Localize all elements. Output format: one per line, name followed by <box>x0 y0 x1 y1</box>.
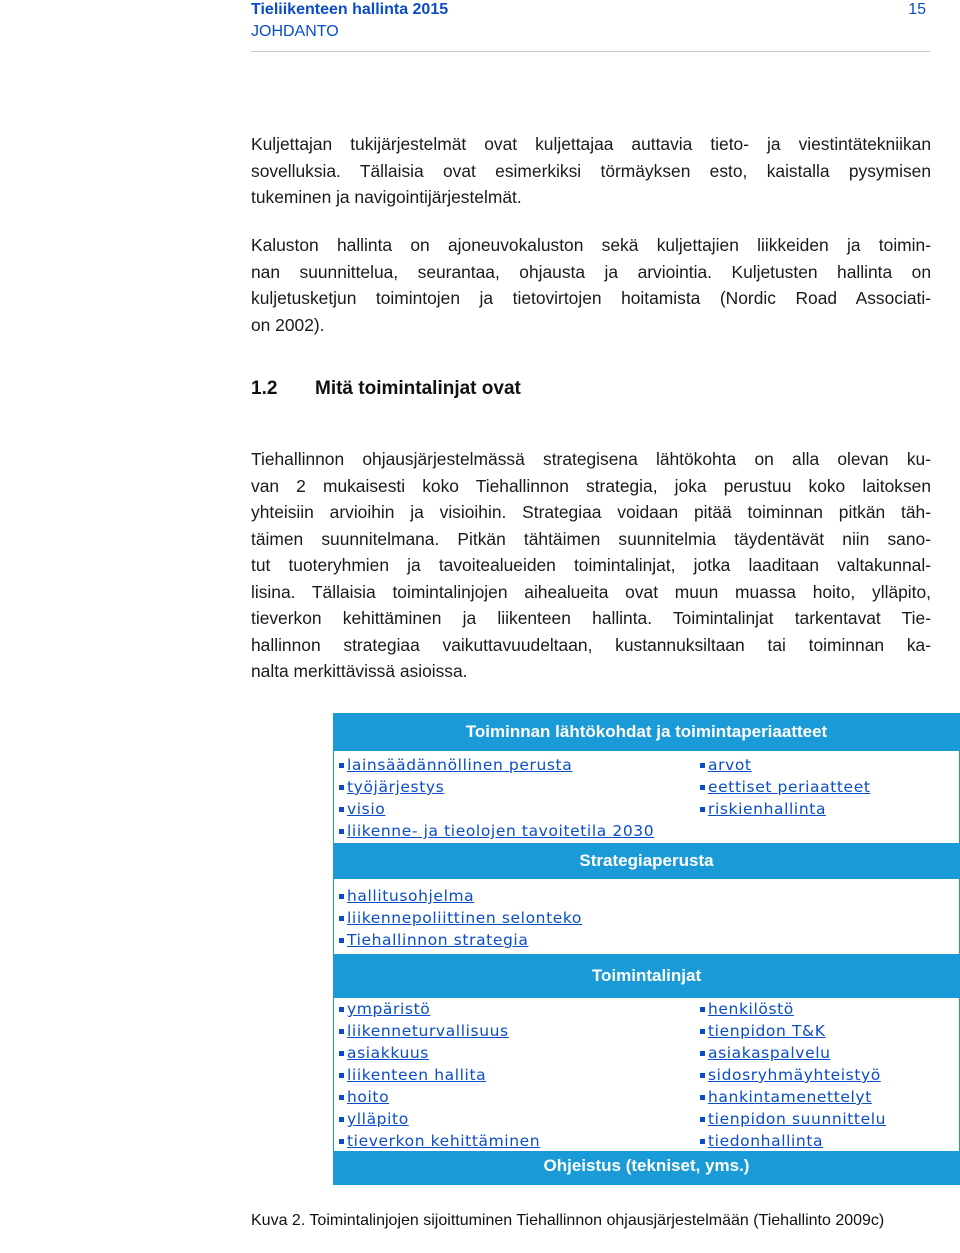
diagram-item-label: tienpidon suunnittelu <box>708 1110 887 1128</box>
text-line: yhteisiin arvioihin ja visioihin. Strategiaa voidaan pitää toiminnan pitkän täh- <box>251 502 931 522</box>
square-bullet-icon <box>339 1073 344 1078</box>
band-label: Toiminnan lähtökohdat ja toimintaperiaatteet <box>465 722 828 741</box>
diagram-list-item[interactable] <box>339 929 582 951</box>
text-line: nan suunnittelua, seurantaa, ohjausta ja arviointia. Kuljetusten hallinta on <box>251 261 931 282</box>
diagram-item-label: liikenteen hallita <box>347 1066 487 1084</box>
square-bullet-icon <box>700 1117 705 1122</box>
diagram-list-item[interactable] <box>700 1108 886 1130</box>
square-bullet-icon <box>700 1139 705 1144</box>
principles-box <box>333 750 960 844</box>
diagram-list-item[interactable] <box>339 754 654 776</box>
strategy-base-list <box>339 885 582 951</box>
band-strategy-base <box>333 844 960 878</box>
text-line: on 2002). <box>251 314 325 335</box>
band-label: Toimintalinjat <box>591 966 702 985</box>
diagram-item-label: liikenneturvallisuus <box>347 1022 509 1040</box>
paragraph-fleet-management <box>251 232 931 338</box>
paragraph-driver-assistance <box>251 131 931 211</box>
diagram-item-label: Tiehallinnon strategia <box>347 931 529 949</box>
square-bullet-icon <box>339 1139 344 1144</box>
diagram-item-label: tiedonhallinta <box>708 1132 824 1150</box>
diagram-list-item[interactable] <box>339 1020 540 1042</box>
square-bullet-icon <box>700 1095 705 1100</box>
diagram-item-label: liikenne- ja tieolojen tavoitetila 2030 <box>347 822 655 840</box>
square-bullet-icon <box>339 938 344 943</box>
principles-left-list <box>339 754 654 842</box>
diagram-item-label: ylläpito <box>347 1110 409 1128</box>
diagram-list-item[interactable] <box>339 1064 540 1086</box>
policies-left-list <box>339 998 540 1152</box>
square-bullet-icon <box>700 1073 705 1078</box>
band-policies <box>333 955 960 997</box>
diagram-list-item[interactable] <box>700 754 871 776</box>
square-bullet-icon <box>339 807 344 812</box>
diagram-item-label: hankintamenettelyt <box>708 1088 872 1106</box>
square-bullet-icon <box>339 1007 344 1012</box>
diagram-list-item[interactable] <box>339 998 540 1020</box>
diagram-list-item[interactable] <box>700 1042 886 1064</box>
square-bullet-icon <box>339 1029 344 1034</box>
band-label: Strategiaperusta <box>579 851 714 870</box>
section-heading <box>251 378 521 400</box>
diagram-item-label: asiakaspalvelu <box>708 1044 831 1062</box>
diagram-item-label: lainsäädännöllinen perusta <box>347 756 573 774</box>
diagram-list-item[interactable] <box>700 798 871 820</box>
policies-box <box>333 997 960 1159</box>
diagram-list-item[interactable] <box>339 1108 540 1130</box>
diagram-item-label: hallitusohjelma <box>347 887 475 905</box>
square-bullet-icon <box>339 894 344 899</box>
text-line: sovelluksia. Tällaisia ovat esimerkiksi törmäyksen esto, kaistalla pysymisen <box>251 160 931 181</box>
text-line: täimen suunnitelmana. Pitkän tähtäimen suunnitelmia täydentävät niin sano- <box>251 528 931 549</box>
diagram-item-label: liikennepoliittinen selonteko <box>347 909 583 927</box>
diagram-item-label: työjärjestys <box>347 778 445 796</box>
diagram-item-label: tienpidon T&K <box>708 1022 826 1040</box>
square-bullet-icon <box>700 1007 705 1012</box>
text-line: tukeminen ja navigointijärjestelmät. <box>251 187 522 207</box>
square-bullet-icon <box>339 1117 344 1122</box>
text-line: lisina. Tällaisia toimintalinjojen aihealueita ovat muun muassa hoito, ylläpito, <box>251 581 931 602</box>
diagram-list-item[interactable] <box>339 798 654 820</box>
diagram-list-item[interactable] <box>339 1042 540 1064</box>
paragraph-strategy <box>251 446 931 685</box>
diagram-list-item[interactable] <box>339 1086 540 1108</box>
diagram-list-item[interactable] <box>339 885 582 907</box>
square-bullet-icon <box>339 763 344 768</box>
chapter-title: JOHDANTO <box>251 23 339 40</box>
page-number: 15 <box>908 1 926 18</box>
diagram-item-label: eettiset periaatteet <box>708 778 871 796</box>
diagram-list-item[interactable] <box>339 820 654 842</box>
text-line: tut tuoteryhmien ja tavoitealueiden toimintalinjat, jotka laaditaan valtakunnal- <box>251 555 931 575</box>
diagram-item-label: hoito <box>347 1088 390 1106</box>
steering-system-diagram <box>333 713 960 1185</box>
diagram-list-item[interactable] <box>700 1086 886 1108</box>
text-line: van 2 mukaisesti koko Tiehallinnon strategia, joka perustuu koko laitoksen <box>251 475 931 496</box>
figure-caption: Kuva 2. Toimintalinjojen sijoittuminen Tiehallinnon ohjausjärjestelmään (Tiehallinto 2009c) <box>251 1212 885 1229</box>
text-line: kuljetusketjun toimintojen ja tietovirtojen hoitamista (Nordic Road Associati- <box>251 288 931 308</box>
page-header <box>251 0 930 52</box>
section-number: 1.2 <box>251 378 278 399</box>
diagram-item-label: henkilöstö <box>708 1000 794 1018</box>
band-label: Ohjeistus (tekniset, yms.) <box>543 1156 750 1175</box>
square-bullet-icon <box>339 785 344 790</box>
square-bullet-icon <box>339 1095 344 1100</box>
section-title: Mitä toimintalinjat ovat <box>315 378 521 399</box>
diagram-item-label: arvot <box>708 756 752 774</box>
diagram-item-label: riskienhallinta <box>708 800 827 818</box>
diagram-list-item[interactable] <box>700 1020 886 1042</box>
diagram-list-item[interactable] <box>339 907 582 929</box>
diagram-list-item[interactable] <box>700 1064 886 1086</box>
square-bullet-icon <box>339 1051 344 1056</box>
square-bullet-icon <box>700 807 705 812</box>
text-line: nalta merkittävissä asioissa. <box>251 661 468 681</box>
band-principles <box>333 713 960 750</box>
diagram-item-label: sidosryhmäyhteistyö <box>708 1066 881 1084</box>
square-bullet-icon <box>339 829 344 834</box>
strategy-base-box <box>333 878 960 955</box>
diagram-item-label: visio <box>347 800 386 818</box>
text-line: tieverkon kehittäminen ja liikenteen hallinta. Toimintalinjat tarkentavat Tie- <box>251 608 931 628</box>
diagram-item-label: asiakkuus <box>347 1044 429 1062</box>
diagram-list-item[interactable] <box>700 998 886 1020</box>
diagram-list-item[interactable] <box>339 776 654 798</box>
text-line: Tiehallinnon ohjausjärjestelmässä strategisena lähtökohta on alla olevan ku- <box>251 449 931 469</box>
square-bullet-icon <box>700 763 705 768</box>
square-bullet-icon <box>339 916 344 921</box>
square-bullet-icon <box>700 1029 705 1034</box>
policies-right-list <box>700 998 886 1152</box>
band-guidelines <box>333 1151 960 1185</box>
square-bullet-icon <box>700 1051 705 1056</box>
diagram-item-label: tieverkon kehittäminen <box>347 1132 541 1150</box>
diagram-list-item[interactable] <box>700 776 871 798</box>
text-line: hallinnon strategiaa vaikuttavuudeltaan, kustannuksiltaan tai toiminnan ka- <box>251 634 931 655</box>
text-line: Kaluston hallinta on ajoneuvokaluston sekä kuljettajien liikkeiden ja toimin- <box>251 235 931 255</box>
diagram-item-label: ympäristö <box>347 1000 431 1018</box>
text-line: Kuljettajan tukijärjestelmät ovat kuljettajaa auttavia tieto- ja viestintätekniikan <box>251 134 931 154</box>
square-bullet-icon <box>700 785 705 790</box>
document-title: Tieliikenteen hallinta 2015 <box>251 1 449 18</box>
principles-right-list <box>700 754 871 820</box>
